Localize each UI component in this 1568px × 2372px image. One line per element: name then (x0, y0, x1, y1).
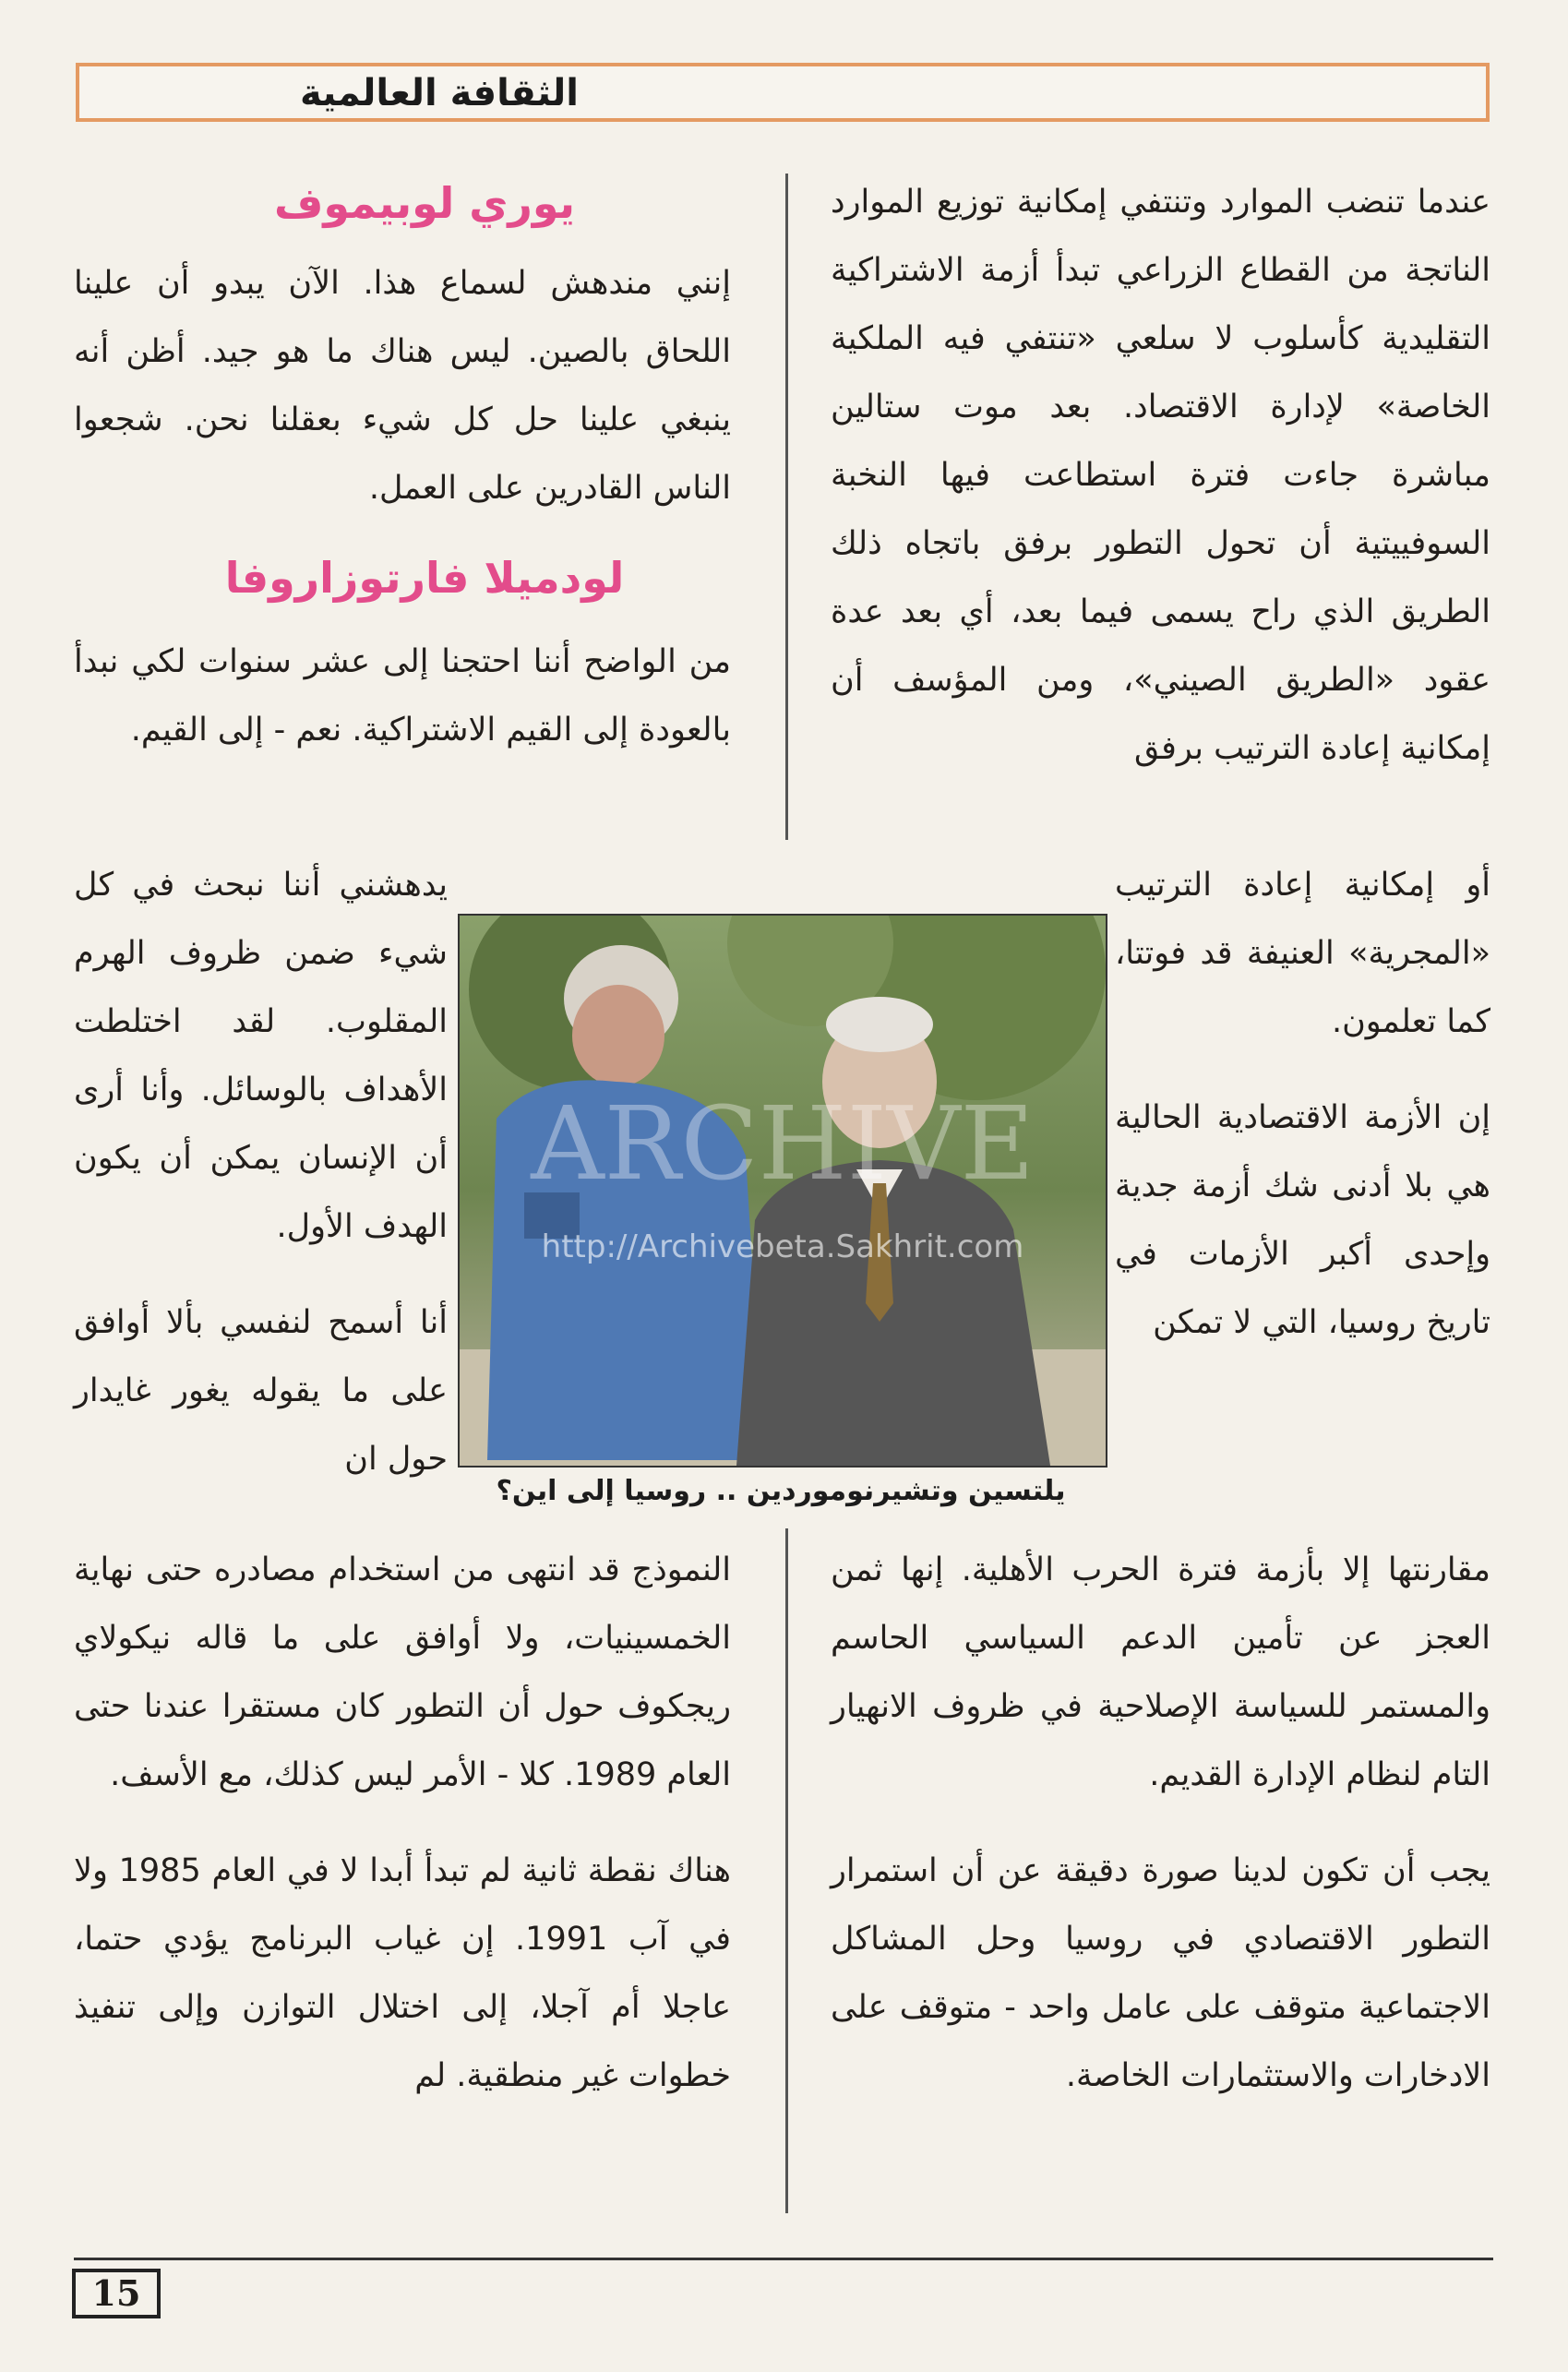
paragraph: إنني مندهش لسماع هذا. الآن يبدو أن علينا اللحاق بالصين. ليس هناك ما هو جيد. أظن أنه ينبغي علينا حل كل شيء بعقلنا نحن. شجعوا الناس القادرين على العمل. (74, 265, 731, 507)
photo-illustration (460, 916, 1106, 1466)
paragraph: النموذج قد انتهى من استخدام مصادره حتى نهاية الخمسينيات، ولا أوافق على ما قاله نيكولاي ريجكوف حول أن التطور كان مستقرا عندنا حتى العام 1989. كلا - الأمر ليس كذلك، مع الأسف. (74, 1551, 731, 1793)
section-heading: لودميلا فارتوزاروفا (224, 553, 625, 603)
paragraph: هناك نقطة ثانية لم تبدأ أبدا لا في العام 1985 ولا في آب 1991. إن غياب البرنامج يؤدي حتما، عاجلا أم آجلا، إلى اختلال التوازن وإلى تنفيذ خطوات غير منطقية. لم (74, 1852, 731, 2094)
magazine-title: الثقافة العالمية (300, 72, 579, 114)
photo-caption: يلتسين وتشيرنوموردين .. روسيا إلى اين؟ (496, 1475, 1066, 1507)
right-column-bottom (831, 1536, 1490, 2110)
left-column-beside-photo (74, 851, 448, 1493)
right-column-top (831, 168, 1490, 783)
footer-rule (74, 2258, 1493, 2260)
header-frame (76, 63, 1490, 122)
column-divider (785, 1528, 788, 2213)
paragraph: عندما تنضب الموارد وتنتفي إمكانية توزيع الموارد الناتجة من القطاع الزراعي تبدأ أزمة الاشتراكية التقليدية كأسلوب لا سلعي «تنتفي فيه الملكية الخاصة» لإدارة الاقتصاد. بعد موت ستالين مباشرة جاءت فترة استطاعت فيها النخبة السوفييتية أن تحول التطور برفق باتجاه ذلك الطريق الذي راح يسمى فيما بعد، أي بعد عدة عقود «الطريق الصيني»، ومن المؤسف أن إمكانية إعادة الترتيب برفق (831, 184, 1490, 767)
left-column-section1 (74, 249, 731, 522)
right-column-beside-photo (1115, 851, 1490, 1357)
left-column-bottom (74, 1536, 731, 2110)
section-heading: يوري لوبيموف (273, 178, 576, 228)
paragraph: يجب أن تكون لدينا صورة دقيقة عن أن استمرار التطور الاقتصادي في روسيا وحل المشاكل الاجتماعية متوقف على عامل واحد - متوقف على الادخارات والاستثمارات الخاصة. (831, 1852, 1490, 2094)
paragraph: أو إمكانية إعادة الترتيب «المجرية» العنيفة قد فوتتا، كما تعلمون. (1115, 867, 1490, 1040)
paragraph: يدهشني أننا نبحث في كل شيء ضمن ظروف الهرم المقلوب. لقد اختلطت الأهداف بالوسائل. وأنا أرى أن الإنسان يمكن أن يكون الهدف الأول. (74, 867, 448, 1245)
watermark-url: http://Archivebeta.Sakhrit.com (541, 1228, 1024, 1265)
news-photo (458, 914, 1107, 1468)
page-number: 15 (72, 2269, 161, 2318)
watermark-text: ARCHIVE (531, 1084, 1035, 1203)
left-column-section2 (74, 628, 731, 764)
paragraph: مقارنتها إلا بأزمة فترة الحرب الأهلية. إنها ثمن العجز عن تأمين الدعم السياسي الحاسم والمستمر للسياسة الإصلاحية في ظروف الانهيار التام لنظام الإدارة القديم. (831, 1551, 1490, 1793)
paragraph: أنا أسمح لنفسي بألا أوافق على ما يقوله يغور غايدار حول ان (74, 1304, 448, 1478)
paragraph: إن الأزمة الاقتصادية الحالية هي بلا أدنى شك أزمة جدية وإحدى أكبر الأزمات في تاريخ روسيا، التي لا تمكن (1115, 1099, 1490, 1341)
paragraph: من الواضح أننا احتجنا إلى عشر سنوات لكي نبدأ بالعودة إلى القيم الاشتراكية. نعم - إلى القيم. (74, 643, 731, 749)
column-divider (785, 174, 788, 840)
